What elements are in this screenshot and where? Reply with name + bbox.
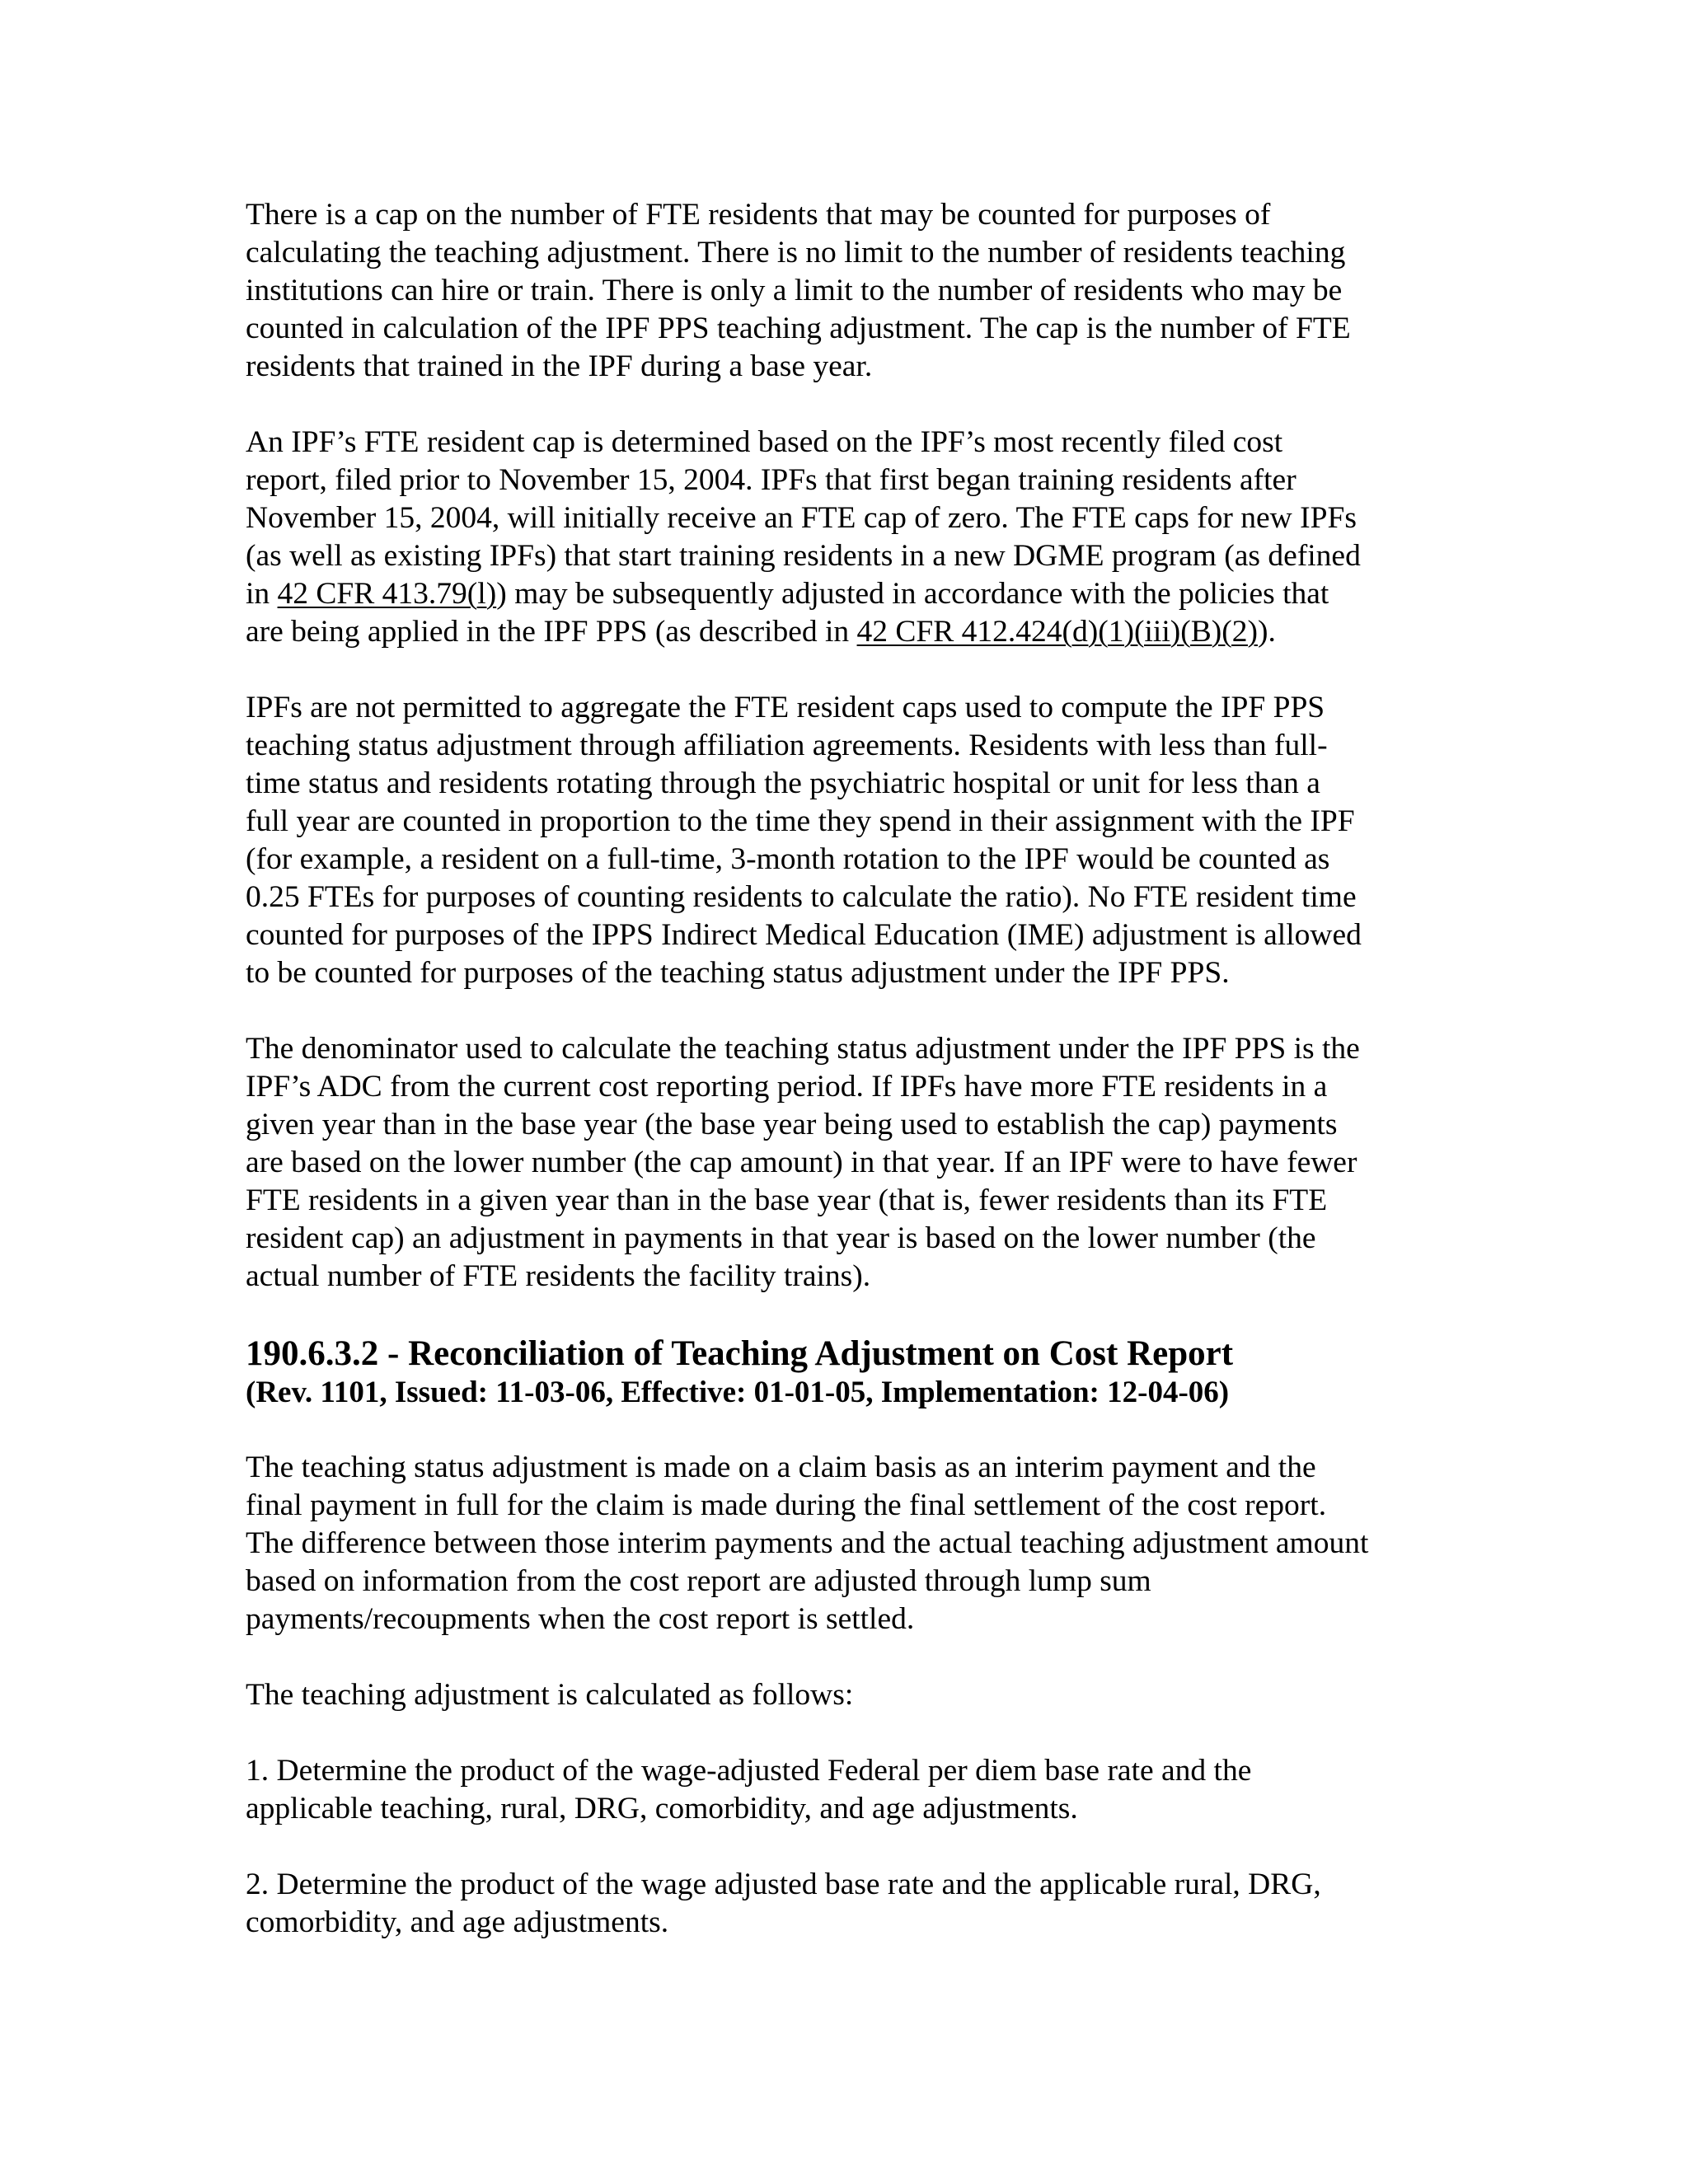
text-line: given year than in the base year (the base year being used to establish the cap) payments — [246, 1108, 1338, 1141]
text-line: final payment in full for the claim is made during the final settlement of the cost report. — [246, 1488, 1327, 1522]
text-line: (as well as existing IPFs) that start training residents in a new DGME program (as defined — [246, 539, 1361, 573]
text-line: There is a cap on the number of FTE residents that may be counted for purposes of — [246, 198, 1271, 232]
text-line: November 15, 2004, will initially receive an FTE cap of zero. The FTE caps for new IPFs — [246, 501, 1357, 535]
section-heading: 190.6.3.2 - Reconciliation of Teaching Adjustment on Cost Report — [246, 1334, 1234, 1373]
text-line: full year are counted in proportion to the time they spend in their assignment with the IPF — [246, 804, 1355, 838]
text-line: based on information from the cost report are adjusted through lump sum — [246, 1564, 1151, 1598]
text-line: applicable teaching, rural, DRG, comorbidity, and age adjustments. — [246, 1792, 1078, 1825]
text-line: 0.25 FTEs for purposes of counting residents to calculate the ratio). No FTE resident time — [246, 880, 1357, 914]
text-line: actual number of FTE residents the facility trains). — [246, 1259, 871, 1293]
text-line: 1. Determine the product of the wage-adjusted Federal per diem base rate and the — [246, 1754, 1252, 1788]
text-line: report, filed prior to November 15, 2004. IPFs that first began training residents after — [246, 463, 1296, 497]
text-line: (for example, a resident on a full-time, 3-month rotation to the IPF would be counted as — [246, 842, 1330, 876]
text-segment: in — [246, 577, 278, 611]
document-page — [246, 196, 1457, 1980]
text-line: The difference between those interim payments and the actual teaching adjustment amount — [246, 1526, 1369, 1560]
text-line — [246, 575, 1457, 613]
text-line: IPF’s ADC from the current cost reporting period. If IPFs have more FTE residents in a — [246, 1070, 1328, 1104]
text-segment: ) may be subsequently adjusted in accordance with the policies that — [496, 577, 1329, 611]
text-line: 2. Determine the product of the wage adjusted base rate and the applicable rural, DRG, — [246, 1868, 1321, 1901]
text-line: The teaching status adjustment is made on a claim basis as an interim payment and the — [246, 1451, 1316, 1484]
text-segment: are being applied in the IPF PPS (as described in — [246, 615, 857, 649]
text-line: resident cap) an adjustment in payments in that year is based on the lower number (the — [246, 1221, 1316, 1255]
list-item-step-2 — [246, 1866, 1457, 1942]
text-line: IPFs are not permitted to aggregate the FTE resident caps used to compute the IPF PPS — [246, 691, 1325, 724]
text-segment: ). — [1257, 615, 1276, 649]
cfr-413-79-link[interactable]: 42 CFR 413.79(l) — [277, 577, 497, 611]
text-line: institutions can hire or train. There is only a limit to the number of residents who may be — [246, 274, 1343, 307]
text-line: residents that trained in the IPF during a base year. — [246, 349, 873, 383]
text-line — [246, 613, 1457, 651]
section-revision-info: (Rev. 1101, Issued: 11-03-06, Effective: 01-01-05, Implementation: 12-04-06) — [246, 1376, 1230, 1409]
text-line: to be counted for purposes of the teaching status adjustment under the IPF PPS. — [246, 956, 1230, 990]
text-line: The teaching adjustment is calculated as follows: — [246, 1678, 854, 1712]
paragraph-affiliation-agreements — [246, 689, 1457, 992]
text-line: An IPF’s FTE resident cap is determined based on the IPF’s most recently filed cost — [246, 425, 1283, 459]
paragraph-denominator — [246, 1030, 1457, 1296]
paragraph-resident-cap-determination — [246, 424, 1457, 651]
text-line: counted for purposes of the IPPS Indirect Medical Education (IME) adjustment is allowed — [246, 918, 1362, 952]
text-line: calculating the teaching adjustment. There is no limit to the number of residents teaching — [246, 236, 1346, 269]
text-line: counted in calculation of the IPF PPS teaching adjustment. The cap is the number of FTE — [246, 312, 1351, 345]
cfr-412-424-link[interactable]: 42 CFR 412.424(d)(1)(iii)(B)(2) — [856, 615, 1258, 649]
text-line: teaching status adjustment through affiliation agreements. Residents with less than full- — [246, 729, 1328, 762]
text-line: time status and residents rotating through the psychiatric hospital or unit for less than a — [246, 766, 1320, 800]
text-line: payments/recoupments when the cost report is settled. — [246, 1602, 915, 1636]
text-line: FTE residents in a given year than in the base year (that is, fewer residents than its FTE — [246, 1183, 1328, 1217]
paragraph-calculation-intro — [246, 1676, 1457, 1714]
text-line: comorbidity, and age adjustments. — [246, 1905, 669, 1939]
text-line: The denominator used to calculate the teaching status adjustment under the IPF PPS is the — [246, 1032, 1360, 1066]
paragraph-fte-cap — [246, 196, 1457, 386]
list-item-step-1 — [246, 1752, 1457, 1828]
text-line: are based on the lower number (the cap amount) in that year. If an IPF were to have fewer — [246, 1146, 1357, 1179]
paragraph-interim-payment — [246, 1449, 1457, 1638]
